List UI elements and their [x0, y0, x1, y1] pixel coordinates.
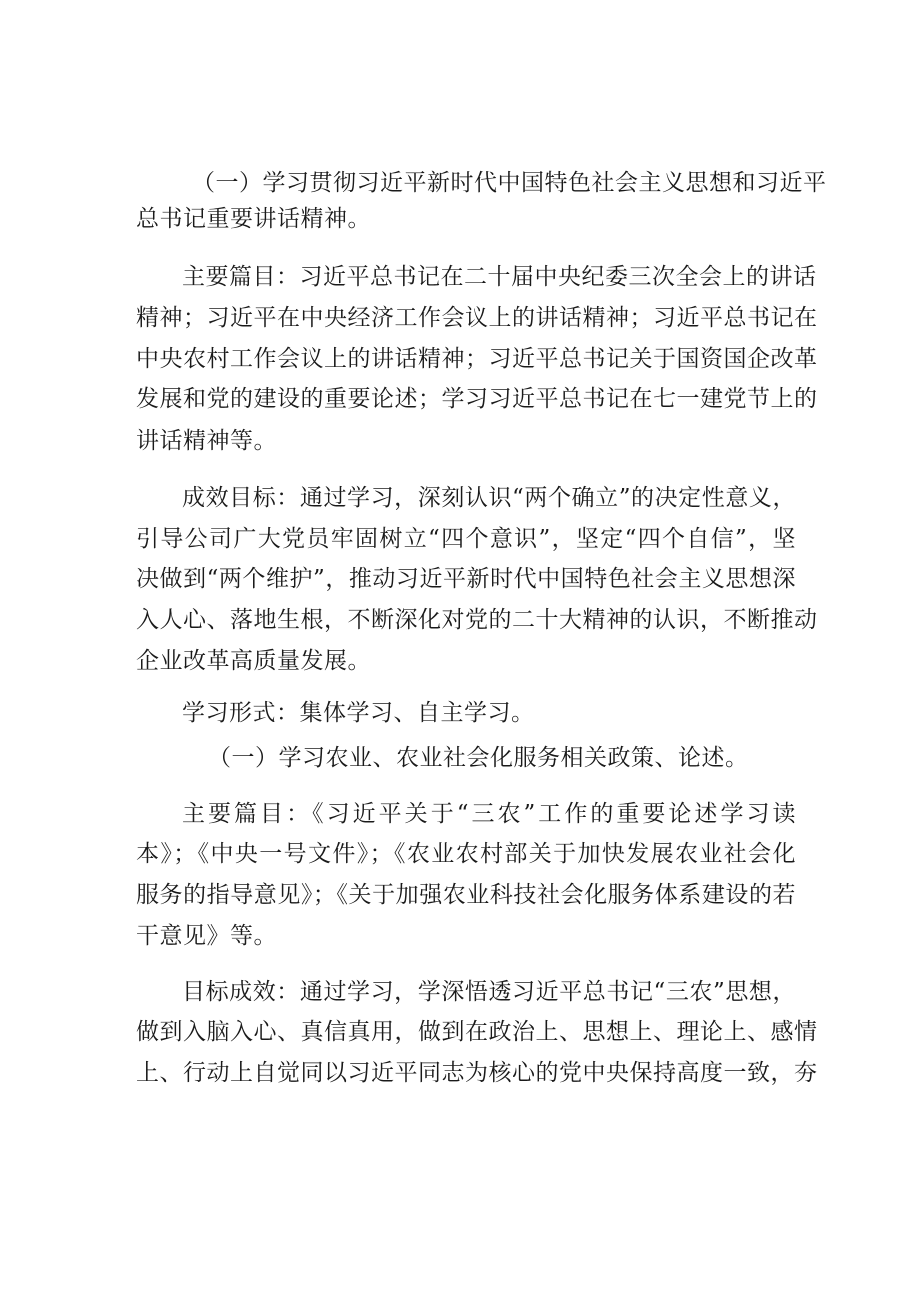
goals-line: 成效目标：通过学习，深刻认识“两个确立”的决定性意义，	[182, 485, 796, 511]
main-articles-2-line: 主要篇目：《习近平关于“三农”工作的重要论述学习读	[182, 801, 796, 827]
main-articles-2-line: 干意见》等。	[136, 923, 277, 949]
main-articles-line: 发展和党的建设的重要论述；学习习近平总书记在七一建党节上的	[136, 386, 818, 412]
goals-line: 引导公司广大党员牢固树立“四个意识”，坚定“四个自信”，坚	[136, 526, 796, 552]
goals-line: 企业改革高质量发展。	[136, 648, 371, 674]
section-heading-1: （一）学习贯彻习近平新时代中国特色社会主义思想和习近平	[192, 170, 827, 196]
goals-2-line: 目标成效：通过学习，学深悟透习近平总书记“三农”思想，	[182, 979, 796, 1005]
main-articles-line: 中央农村工作会议上的讲话精神；习近平总书记关于国资国企改革	[136, 346, 818, 372]
main-articles-2-line: 本》；《中央一号文件》；《农业农村部关于加快发展农业社会化	[136, 841, 796, 867]
goals-2-line: 做到入脑入心、真信真用，做到在政治上、思想上、理论上、感情	[136, 1019, 818, 1045]
goals-line: 入人心、落地生根，不断深化对党的二十大精神的认识，不断推动	[136, 607, 818, 633]
main-articles-line: 精神；习近平在中央经济工作会议上的讲话精神；习近平总书记在	[136, 305, 818, 331]
main-articles-line: 主要篇目：习近平总书记在二十届中央纪委三次全会上的讲话	[182, 264, 817, 290]
section-heading-2: （一）学习农业、农业社会化服务相关政策、论述。	[208, 745, 749, 771]
goals-2-line: 上、行动上自觉同以习近平同志为核心的党中央保持高度一致，夯	[136, 1060, 818, 1086]
main-articles-2-line: 服务的指导意见》；《关于加强农业科技社会化服务体系建设的若	[136, 882, 796, 908]
main-articles-line: 讲话精神等。	[136, 428, 277, 454]
study-form-line: 学习形式：集体学习、自主学习。	[182, 700, 535, 726]
section-heading-1-cont: 总书记重要讲话精神。	[136, 206, 371, 232]
goals-line: 决做到“两个维护”，推动习近平新时代中国特色社会主义思想深	[136, 566, 796, 592]
